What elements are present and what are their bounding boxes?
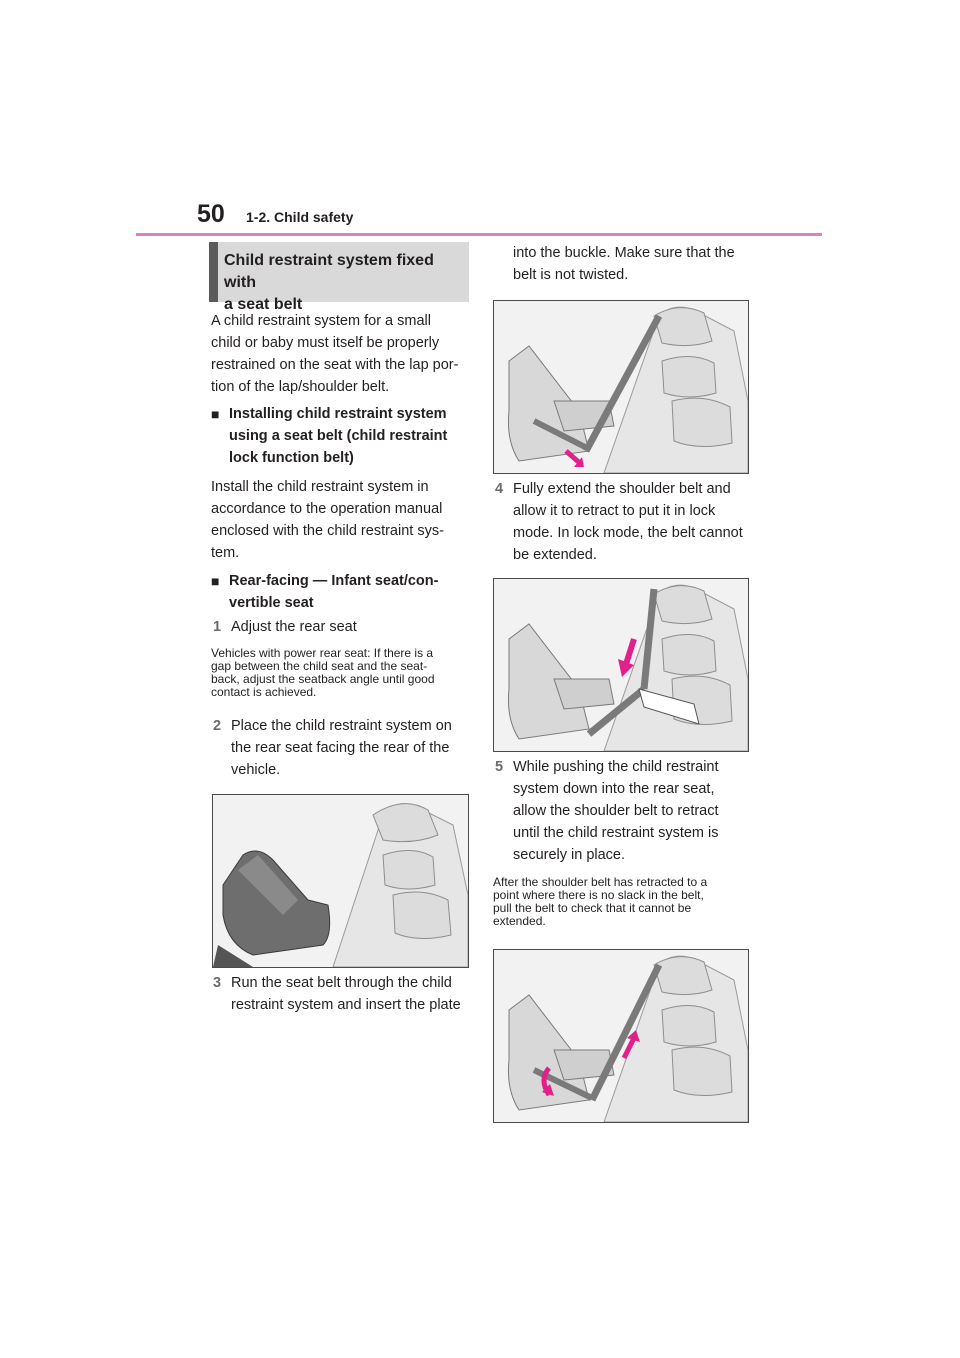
step-number: 5: [495, 759, 504, 775]
text-line: pull the belt to check that it cannot be: [493, 901, 692, 915]
step-1: [213, 616, 466, 638]
text-line: until the child restraint system is: [513, 825, 719, 841]
text-line: child or baby must itself be properly: [211, 335, 440, 351]
text-line: Install the child restraint system in: [211, 479, 429, 495]
step-3-continued: [513, 242, 753, 286]
text-line: Adjust the rear seat: [231, 619, 357, 635]
text-line: Fully extend the shoulder belt and: [513, 481, 731, 497]
figure-push-seat: [493, 949, 749, 1123]
text-line: belt is not twisted.: [513, 267, 629, 283]
step-number: 2: [213, 718, 222, 734]
note-retract: [493, 876, 753, 928]
text-line: Rear-facing — Infant seat/con-: [229, 573, 439, 589]
square-bullet-icon: ■: [211, 406, 220, 422]
subheading-installing: [211, 403, 469, 469]
text-line: using a seat belt (child restraint: [229, 428, 448, 444]
text-line: After the shoulder belt has retracted to a: [493, 875, 708, 889]
text-line: allow the shoulder belt to retract: [513, 803, 719, 819]
text-line: Place the child restraint system on: [231, 718, 452, 734]
step-4: [495, 478, 753, 566]
install-paragraph: [211, 476, 466, 564]
step-3: [213, 972, 471, 1016]
text-line: the rear seat facing the rear of the: [231, 740, 450, 756]
text-line: Installing child restraint system: [229, 406, 447, 422]
text-line: Vehicles with power rear seat: If there is a: [211, 646, 434, 660]
step-number: 3: [213, 975, 222, 991]
section-heading: [209, 242, 469, 313]
text-line: mode. In lock mode, the belt cannot: [513, 525, 743, 541]
intro-paragraph: [211, 310, 466, 398]
text-line: contact is achieved.: [211, 685, 317, 699]
text-line: point where there is no slack in the belt,: [493, 888, 704, 902]
text-line: While pushing the child restraint: [513, 759, 719, 775]
text-line: extended.: [493, 914, 546, 928]
text-line: back, adjust the seatback angle until good: [211, 672, 435, 686]
text-line: Run the seat belt through the child: [231, 975, 452, 991]
text-line: allow it to retract to put it in lock: [513, 503, 716, 519]
text-line: lock function belt): [229, 450, 354, 466]
text-line: accordance to the operation manual: [211, 501, 443, 517]
figure-insert-plate: [493, 300, 749, 474]
step-number: 1: [213, 619, 222, 635]
heading-line: a seat belt: [224, 296, 303, 313]
note-power-seat: [211, 647, 469, 699]
text-line: be extended.: [513, 547, 597, 563]
page-number: 50: [197, 200, 225, 228]
text-line: vehicle.: [231, 762, 281, 778]
step-2: [213, 715, 471, 781]
text-line: restraint system and insert the plate: [231, 997, 461, 1013]
header-rule: [136, 233, 822, 236]
heading-bar: [209, 242, 218, 302]
text-line: securely in place.: [513, 847, 626, 863]
text-line: restrained on the seat with the lap por-: [211, 357, 459, 373]
text-line: gap between the child seat and the seat-: [211, 659, 428, 673]
text-line: tion of the lap/shoulder belt.: [211, 379, 390, 395]
subheading-rear-facing: [211, 570, 469, 614]
square-bullet-icon: ■: [211, 573, 220, 589]
heading-line: Child restraint system fixed with: [224, 252, 434, 291]
step-5: [495, 756, 753, 866]
text-line: tem.: [211, 545, 240, 561]
text-line: enclosed with the child restraint sys-: [211, 523, 444, 539]
step-number: 4: [495, 481, 504, 497]
figure-extend-belt: [493, 578, 749, 752]
text-line: system down into the rear seat,: [513, 781, 715, 797]
text-line: into the buckle. Make sure that the: [513, 245, 735, 261]
section-title: 1-2. Child safety: [246, 209, 354, 225]
figure-place-seat: [212, 794, 469, 968]
heading-text: [224, 250, 464, 316]
text-line: A child restraint system for a small: [211, 313, 431, 329]
text-line: vertible seat: [229, 595, 314, 611]
